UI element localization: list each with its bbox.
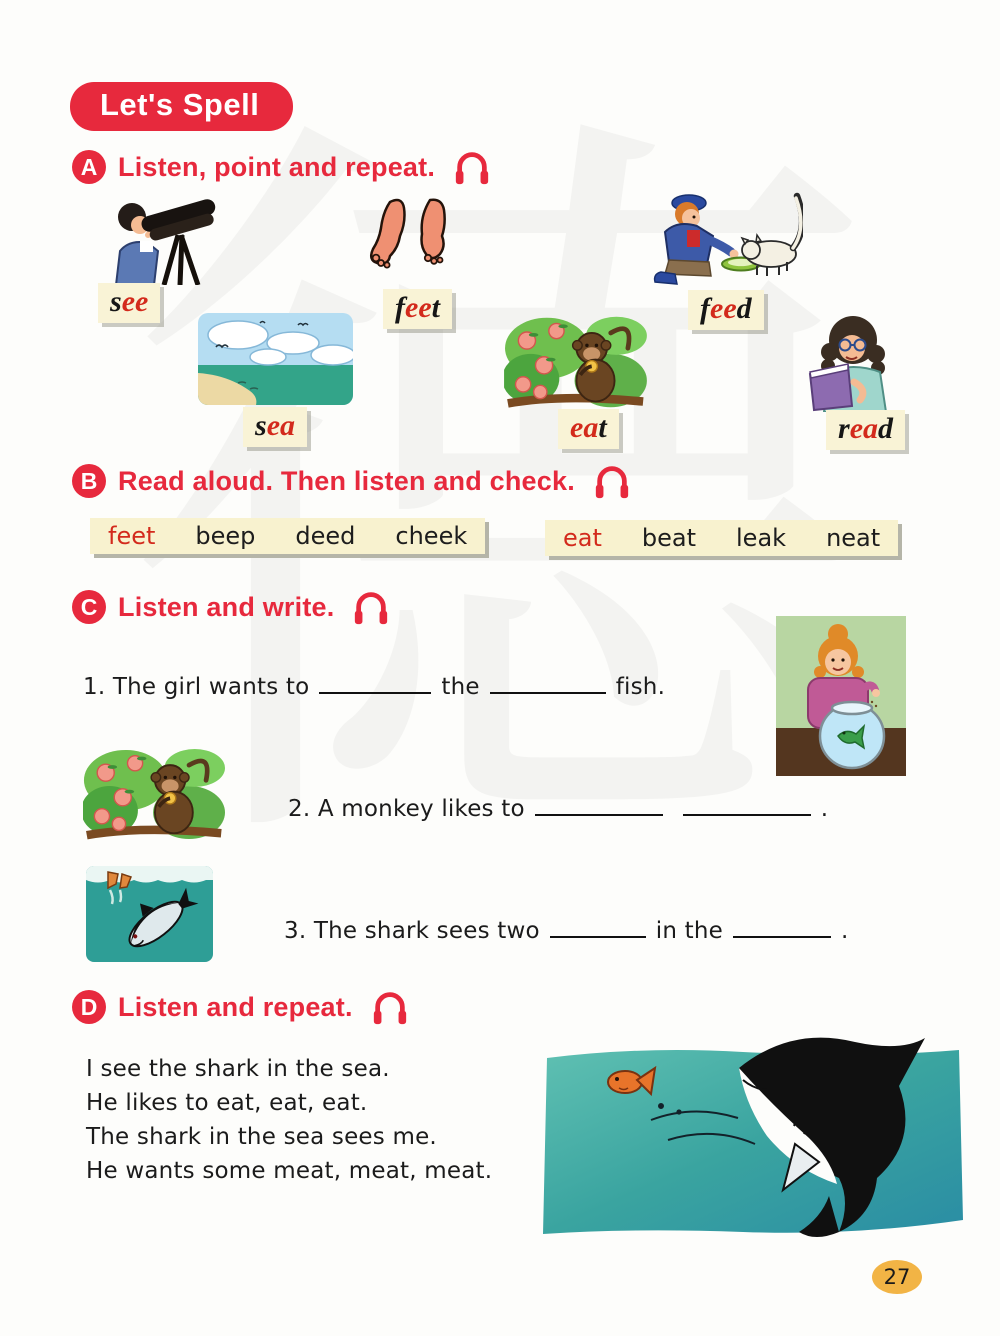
feed-illustration	[637, 190, 803, 290]
word-label-sea: sea	[243, 407, 307, 447]
sea-illustration	[198, 313, 353, 405]
sentence-1: 1. The girl wants to the fish.	[83, 674, 666, 700]
feet-illustration	[368, 196, 460, 280]
section-a-title: Listen, point and repeat.	[118, 151, 436, 182]
headphones-icon	[451, 148, 493, 186]
read-illustration	[798, 312, 905, 412]
headphones-icon	[591, 462, 633, 500]
section-c-header	[72, 588, 392, 626]
page-number: 27	[872, 1260, 922, 1294]
monkey-illustration	[83, 731, 225, 857]
section-a-badge: A	[72, 150, 106, 184]
blank-line	[683, 794, 811, 816]
section-d-title: Listen and repeat.	[118, 991, 353, 1022]
girl-fishbowl-illustration	[776, 616, 906, 776]
see-illustration	[96, 193, 246, 285]
lets-spell-banner	[70, 82, 293, 131]
headphones-icon	[369, 988, 411, 1026]
section-b-badge: B	[72, 464, 106, 498]
blank-line	[319, 672, 431, 694]
section-b-header	[72, 462, 633, 500]
banner-title: Let's Spell	[100, 87, 260, 122]
section-d-badge: D	[72, 990, 106, 1024]
blank-line	[490, 672, 606, 694]
word-label-see: see	[98, 283, 160, 323]
sentence-2: 2. A monkey likes to .	[288, 796, 829, 822]
word-label-feed: feed	[688, 290, 764, 330]
eat-illustration	[503, 312, 648, 412]
section-b-title: Read aloud. Then listen and check.	[118, 465, 575, 496]
chant-line: The shark in the sea sees me.	[86, 1124, 437, 1150]
word-strip-ea: eat beat leak neat	[545, 520, 898, 556]
chant-text	[86, 1052, 492, 1188]
chant-line: He wants some meat, meat, meat.	[86, 1158, 493, 1184]
word-label-feet: feet	[383, 289, 452, 329]
word-strip-ee: feet beep deed cheek	[90, 518, 485, 554]
section-d-header	[72, 988, 411, 1026]
section-c-title: Listen and write.	[118, 591, 335, 622]
section-c-badge: C	[72, 590, 106, 624]
section-a-header	[72, 148, 493, 186]
sentence-3: 3. The shark sees two in the .	[284, 918, 849, 944]
blank-line	[733, 916, 831, 938]
blank-line	[550, 916, 646, 938]
headphones-icon	[350, 588, 392, 626]
chant-line: I see the shark in the sea.	[86, 1056, 390, 1082]
chant-line: He likes to eat, eat, eat.	[86, 1090, 368, 1116]
shark-scene-illustration	[533, 1020, 970, 1244]
shark-feet-illustration	[86, 866, 213, 962]
word-label-eat: eat	[558, 409, 619, 449]
word-label-read: read	[826, 410, 905, 450]
blank-line	[535, 794, 663, 816]
